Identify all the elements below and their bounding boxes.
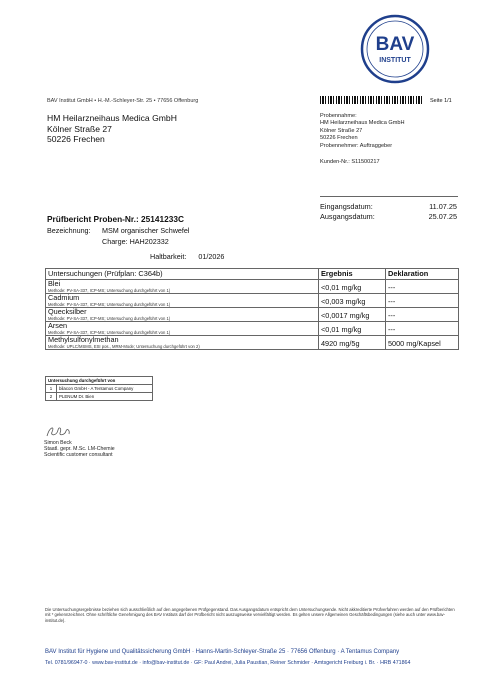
designation-block (47, 226, 190, 247)
sample-info-label: Probennahme: (320, 113, 357, 119)
signatory (44, 440, 115, 458)
footer (45, 647, 459, 669)
batch-number: Charge: HAH202332 (102, 236, 169, 246)
lab-number: 1 (46, 385, 57, 393)
analyte-method: Methode: PV-SA-337, ICP-MS; Untersuchung durchgeführt von 1) (48, 330, 171, 335)
signatory-name: Simon Beck (44, 440, 72, 446)
dates-block (320, 202, 457, 222)
table-row (46, 385, 153, 393)
issue-date: 25.07.25 (428, 212, 457, 221)
shelf-life (150, 252, 224, 261)
recipient-address (47, 113, 177, 145)
declaration-value: 5000 mg/Kapsel (386, 336, 459, 350)
signatory-qualification: Staatl. gepr. M.Sc. LM-Chemie (44, 446, 115, 452)
lab-number: 2 (46, 393, 57, 401)
sample-info-street: Kölner Straße 27 (320, 127, 363, 134)
result-value: <0,003 mg/kg (319, 294, 386, 308)
report-title: Prüfbericht Proben-Nr.: 25141233C (47, 214, 184, 224)
barcode (320, 96, 424, 104)
designation-label: Bezeichnung: (47, 226, 91, 235)
analyte-name: Arsen (48, 321, 68, 330)
analyte-name: Cadmium (48, 293, 80, 302)
bav-institut-logo (360, 14, 430, 84)
handwritten-signature (44, 424, 74, 440)
table-row (46, 336, 459, 350)
table-row (46, 322, 459, 336)
footer-company: BAV Institut für Hygiene und Qualitätssicherung GmbH · Hanns-Martin-Schleyer-Straße 25 · 77656 Offenburg · A Tentamus Company (45, 649, 400, 655)
table-row (46, 280, 459, 294)
receipt-date-label: Eingangsdatum: (320, 202, 373, 211)
analyte-method: Methode: PV-SA-337, ICP-MS; Untersuchung durchgeführt von 1) (48, 302, 171, 307)
results-table (45, 268, 459, 350)
recipient-name: HM Heilarzneihaus Medica GmbH (47, 113, 177, 123)
page-number: Seite 1/1 (430, 98, 452, 104)
disclaimer-text: Die Untersuchungsergebnisse beziehen sich ausschließlich auf den angegebenen Prüfgegenstand. Das Ausgangsdatum entspricht dem Untersuchungsende. Nicht akkreditierte Prüfverfahren werden auf den Prüfberichten mit * gekennzeichnet. Ohne schriftliche Genehmigung des BAV Instituts darf der Prüfbericht nicht auszugsweise vervielfältigt werden. Es gelten unsere Allgemeinen Geschäftsbedingungen (siehe auch unter www.bav-institut.de). (45, 607, 455, 623)
sender-line: BAV Institut GmbH • H.-M.-Schleyer-Str. 25 • 77656 Offenburg (47, 98, 199, 104)
shelf-life-label: Haltbarkeit: (150, 252, 187, 261)
issue-date-label: Ausgangsdatum: (320, 212, 375, 221)
table-row (46, 294, 459, 308)
analyte-name: Quecksilber (48, 307, 87, 316)
declaration-value: --- (386, 294, 459, 308)
declaration-value: --- (386, 280, 459, 294)
lab-name: PLENUM Dr. Bien (57, 393, 153, 401)
results-table-header (46, 269, 459, 280)
sample-info (320, 113, 405, 150)
analyte-method: Methode: UPLC/MSMS, ESI pos., MRM-Mode; Untersuchung durchgeführt von 2) (48, 344, 200, 349)
sample-info-sampler: Probennehmer: Auftraggeber (320, 142, 393, 149)
footer-contact: Tel. 0781/96947-0 · www.bav-institut.de · info@bav-institut.de · GF: Paul Andrei, Julia Paustian, Reiner Schmider · Amtsgericht Freiburg i. Br. · HRB 471864 (45, 660, 411, 666)
result-value: 4920 mg/5g (319, 336, 386, 350)
result-value: <0,01 mg/kg (319, 280, 386, 294)
analyte-name: Methylsulfonylmethan (48, 335, 119, 344)
logo-text-sub: INSTITUT (379, 57, 411, 64)
labs-table (45, 376, 153, 401)
logo-text-main: BAV (375, 34, 415, 55)
receipt-date: 11.07.25 (429, 202, 457, 211)
designation-value: MSM organischer Schwefel (102, 226, 190, 235)
sample-info-city: 50226 Frechen (320, 135, 358, 142)
col-header-analysis: Untersuchungen (Prüfplan: C364b) (46, 269, 319, 280)
result-value: <0,0017 mg/kg (319, 308, 386, 322)
analyte-method: Methode: PV-SA-337, ICP-MS; Untersuchung durchgeführt von 1) (48, 316, 171, 321)
recipient-street: Kölner Straße 27 (47, 123, 112, 134)
result-value: <0,01 mg/kg (319, 322, 386, 336)
table-row (46, 393, 153, 401)
shelf-life-value: 01/2026 (198, 252, 225, 261)
divider (320, 196, 458, 197)
col-header-declaration: Deklaration (386, 269, 459, 280)
labs-header: Untersuchung durchgeführt von (46, 377, 153, 385)
analyte-method: Methode: PV-SA-337, ICP-MS; Untersuchung durchgeführt von 1) (48, 288, 171, 293)
declaration-value: --- (386, 308, 459, 322)
table-row (46, 308, 459, 322)
analyte-name: Blei (48, 279, 61, 288)
sample-info-name: HM Heilarzneihaus Medica GmbH (320, 120, 405, 127)
signatory-role: Scientific customer consultant (44, 452, 113, 458)
declaration-value: --- (386, 322, 459, 336)
lab-name: bilacon GmbH - A Tentamus Company (57, 385, 153, 393)
customer-number: Kunden-Nr.: S11500217 (320, 159, 380, 165)
col-header-result: Ergebnis (319, 269, 386, 280)
recipient-city: 50226 Frechen (47, 134, 105, 144)
labs-table-header (46, 377, 153, 385)
